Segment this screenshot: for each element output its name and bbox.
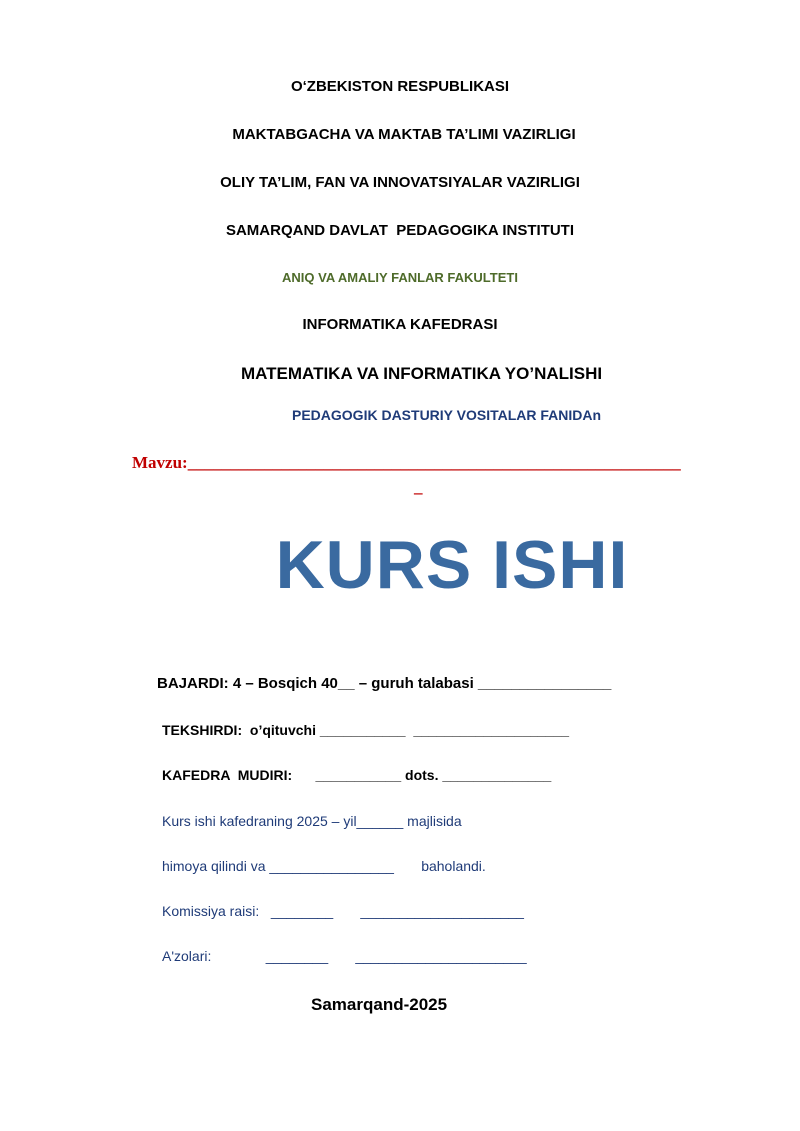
- checked-by-line: TEKSHIRDI: o’qituvchi ___________ ____________________: [162, 722, 570, 738]
- document-title: KURS ISHI: [275, 527, 629, 603]
- defense-grade-line: himoya qilindi va ________________ baholandi.: [162, 858, 486, 874]
- commission-chair-line: Komissiya raisi: ________ _____________________: [162, 903, 524, 919]
- department-heading: INFORMATIKA KAFEDRASI: [302, 316, 498, 333]
- subject-heading: PEDAGOGIK DASTURIY VOSITALAR FANIDAn: [292, 407, 602, 423]
- ministry-higher-education-heading: OLIY TA’LIM, FAN VA INNOVATSIYALAR VAZIRLIGI: [220, 174, 580, 191]
- ministry-preschool-heading: MAKTABGACHA VA MAKTAB TA’LIMI VAZIRLIGI: [232, 126, 576, 143]
- direction-heading: MATEMATIKA VA INFORMATIKA YO’NALISHI: [241, 364, 603, 383]
- meeting-line: Kurs ishi kafedraning 2025 – yil______ majlisida: [162, 813, 462, 829]
- faculty-heading: ANIQ VA AMALIY FANLAR FAKULTETI: [282, 270, 518, 285]
- institute-heading: SAMARQAND DAVLAT PEDAGOGIKA INSTITUTI: [225, 222, 575, 239]
- commission-members-line: A'zolari: ________ ______________________: [162, 948, 527, 964]
- topic-line: Mavzu:__________________________________________________________: [132, 453, 681, 472]
- topic-line-continuation: _: [414, 477, 423, 496]
- department-head-line: KAFEDRA MUDIRI: ___________ dots. ______________: [162, 767, 552, 783]
- city-year-footer: Samarqand-2025: [311, 995, 448, 1014]
- performed-by-line: BAJARDI: 4 – Bosqich 40__ – guruh talabasi ________________: [157, 675, 612, 692]
- republic-heading: O‘ZBEKISTON RESPUBLIKASI: [290, 78, 510, 95]
